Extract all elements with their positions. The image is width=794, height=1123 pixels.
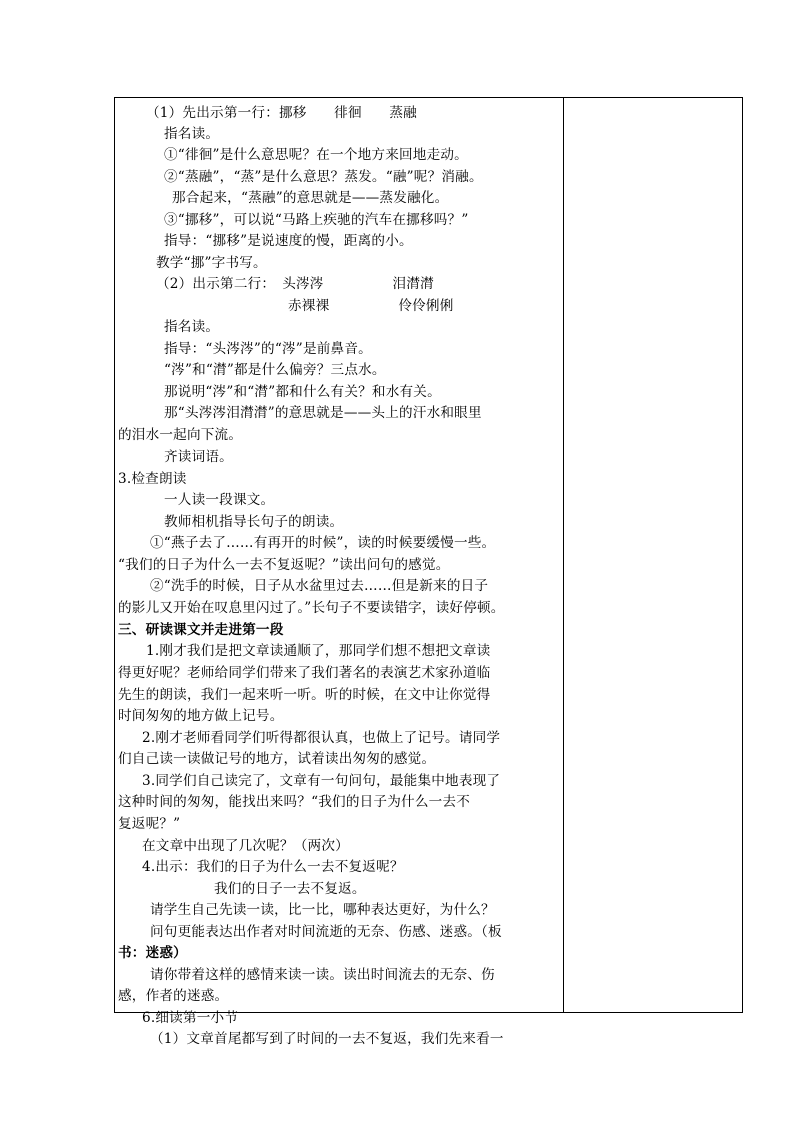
text-line: 们自己读一读做记号的地方，试着读出匆匆的感觉。: [118, 751, 436, 767]
text-line: （1）先出示第一行：挪移 徘徊 蒸融: [146, 105, 417, 121]
text-line: 感，作者的迷惑。: [118, 988, 229, 1004]
text-line: 在文章中出现了几次呢？（两次）: [142, 838, 349, 854]
text-line: 时间匆匆的地方做上记号。: [118, 708, 284, 724]
text-line: 一人读一段课文。: [164, 492, 275, 508]
text-line: ②“蒸融”，“蒸”是什么意思？蒸发。“融”呢？消融。: [164, 169, 483, 185]
text-line: 那“头涔涔泪潸潸”的意思就是——头上的汗水和眼里: [164, 405, 482, 421]
text-line: 1.刚才我们是把文章读通顺了，那同学们想不想把文章读: [146, 643, 491, 659]
text-line: 指导：“挪移”是说速度的慢，距离的小。: [164, 233, 413, 249]
text-line: 书：迷惑）: [118, 945, 187, 961]
text-line: 先生的朗读，我们一起来听一听。听的时候，在文中让你觉得: [118, 687, 491, 703]
text-line: 赤裸裸 伶伶俐俐: [288, 298, 454, 314]
text-line: 请你带着这样的感情来读一读。读出时间流去的无奈、伤: [150, 967, 495, 983]
table-column-divider: [563, 97, 564, 1013]
text-line: 2.刚才老师看同学们听得都很认真，也做上了记号。请同学: [142, 730, 501, 746]
text-line: 的泪水一起向下流。: [118, 427, 243, 443]
text-line: 得更好呢？老师给同学们带来了我们著名的表演艺术家孙道临: [118, 665, 491, 681]
text-line: 3.检查朗读: [118, 471, 187, 487]
text-line: ①“燕子去了……有再开的时候”，读的时候要缓慢一些。: [150, 535, 496, 551]
text-line: 6.细读第一小节: [142, 1010, 239, 1026]
text-line: 齐读词语。: [164, 449, 233, 465]
text-line: 指名读。: [164, 319, 220, 335]
text-line: 3.同学们自己读完了，文章有一句问句，最能集中地表现了: [142, 773, 501, 789]
text-line: 的影儿又开始在叹息里闪过了。”长句子不要读错字，读好停顿。: [118, 600, 505, 616]
text-line: “我们的日子为什么一去不复返呢？”读出问句的感觉。: [118, 557, 450, 573]
text-line: 问句更能表达出作者对时间流逝的无奈、伤感、迷惑。（板: [150, 924, 502, 940]
text-line: 4.出示：我们的日子为什么一去不复返呢？: [142, 859, 404, 875]
text-line: ②“洗手的时候，日子从水盆里过去……但是新来的日子: [150, 578, 489, 594]
text-line: （1）文章首尾都写到了时间的一去不复返，我们先来看一: [150, 1031, 504, 1047]
text-line: 教师相机指导长句子的朗读。: [164, 514, 344, 530]
text-line: 那合起来，“蒸融”的意思就是——蒸发融化。: [172, 190, 449, 206]
text-line: 我们的日子一去不复返。: [214, 881, 366, 897]
text-line: 指名读。: [164, 126, 220, 142]
text-line: 复返呢？”: [118, 816, 181, 832]
text-line: 指导：“头涔涔”的“涔”是前鼻音。: [164, 341, 372, 357]
text-line: “涔”和“潸”都是什么偏旁？三点水。: [164, 362, 386, 378]
text-line: 请学生自己先读一读，比一比，哪种表达更好，为什么？: [150, 902, 495, 918]
text-line: 这种时间的匆匆，能找出来吗？“我们的日子为什么一去不: [118, 794, 470, 810]
text-line: 教学“挪”字书写。: [156, 255, 267, 271]
text-line: ①“徘徊”是什么意思呢？在一个地方来回地走动。: [164, 147, 468, 163]
text-line: 那说明“涔”和“潸”都和什么有关？和水有关。: [164, 384, 441, 400]
text-line: 三、研读课文并走进第一段: [118, 622, 284, 638]
text-line: （2）出示第二行： 头涔涔 泪潸潸: [156, 276, 434, 292]
text-line: ③“挪移”，可以说“马路上疾驰的汽车在挪移吗？”: [164, 212, 469, 228]
